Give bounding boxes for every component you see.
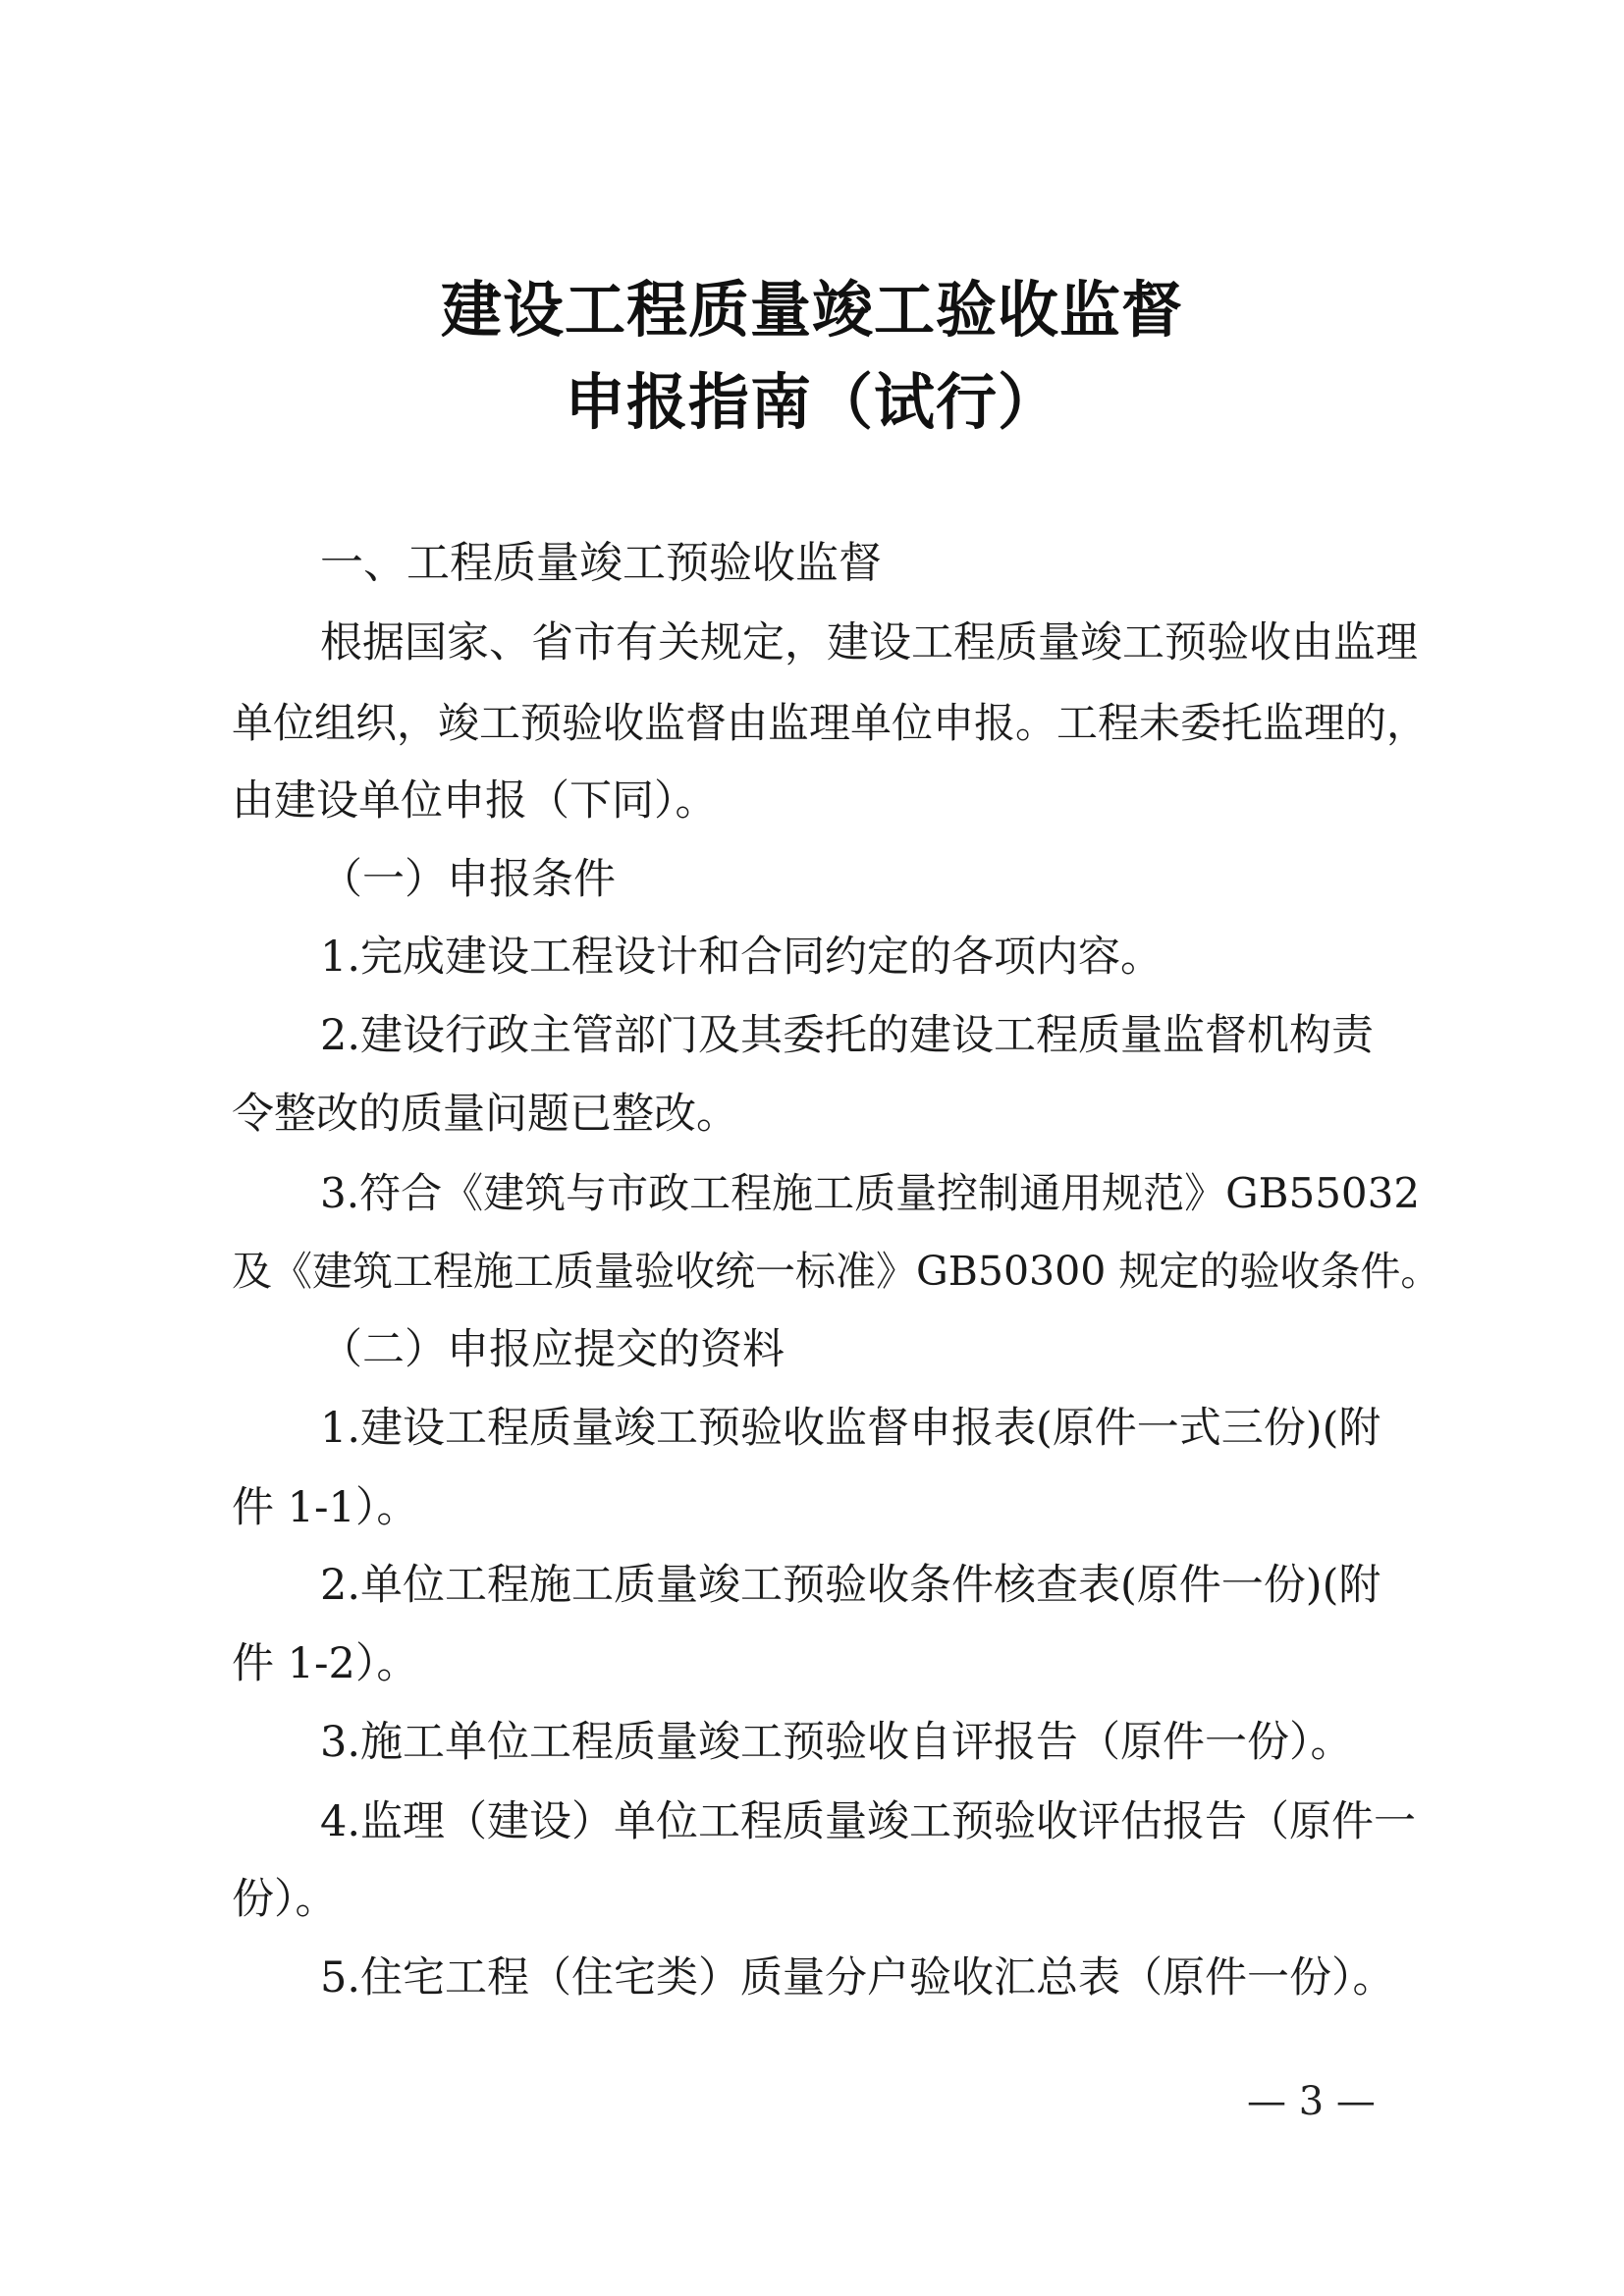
intro-paragraph-line-1: 根据国家、省市有关规定，建设工程质量竣工预验收由监理 bbox=[320, 618, 1418, 667]
material-1-line-2: 件 1-1）。 bbox=[232, 1483, 419, 1532]
condition-2-line-1: 2.建设行政主管部门及其委托的建设工程质量监督机构责 bbox=[320, 1011, 1375, 1060]
intro-paragraph-line-3: 由建设单位申报（下同）。 bbox=[232, 776, 718, 826]
material-5: 5.住宅工程（住宅类）质量分户验收汇总表（原件一份）。 bbox=[320, 1953, 1395, 2002]
material-2-line-2: 件 1-2）。 bbox=[232, 1639, 419, 1688]
page-number: — 3 — bbox=[1247, 2079, 1376, 2124]
material-1-line-1: 1.建设工程质量竣工预验收监督申报表(原件一式三份)(附 bbox=[320, 1404, 1381, 1453]
section-1-heading: 一、工程质量竣工预验收监督 bbox=[320, 538, 882, 588]
condition-3-line-2: 及《建筑工程施工质量验收统一标准》GB50300 规定的验收条件。 bbox=[232, 1248, 1441, 1295]
condition-2-line-2: 令整改的质量问题已整改。 bbox=[232, 1090, 738, 1139]
document-title-line-1: 建设工程质量竣工验收监督 bbox=[440, 274, 1183, 346]
material-3: 3.施工单位工程质量竣工预验收自评报告（原件一份）。 bbox=[320, 1718, 1353, 1767]
material-2-line-1: 2.单位工程施工质量竣工预验收条件核查表(原件一份)(附 bbox=[320, 1561, 1381, 1610]
subsection-1-heading: （一）申报条件 bbox=[320, 855, 616, 904]
intro-paragraph-line-2: 单位组织，竣工预验收监督由监理单位申报。工程未委托监理的， bbox=[232, 699, 1429, 747]
condition-3-line-1: 3.符合《建筑与市政工程施工质量控制通用规范》GB55032 bbox=[320, 1169, 1421, 1217]
material-4-line-2: 份）。 bbox=[232, 1875, 338, 1924]
document-title-line-2: 申报指南（试行） bbox=[564, 366, 1059, 438]
material-4-line-1: 4.监理（建设）单位工程质量竣工预验收评估报告（原件一 bbox=[320, 1797, 1417, 1846]
subsection-2-heading: （二）申报应提交的资料 bbox=[320, 1325, 785, 1374]
condition-1: 1.完成建设工程设计和合同约定的各项内容。 bbox=[320, 933, 1164, 982]
